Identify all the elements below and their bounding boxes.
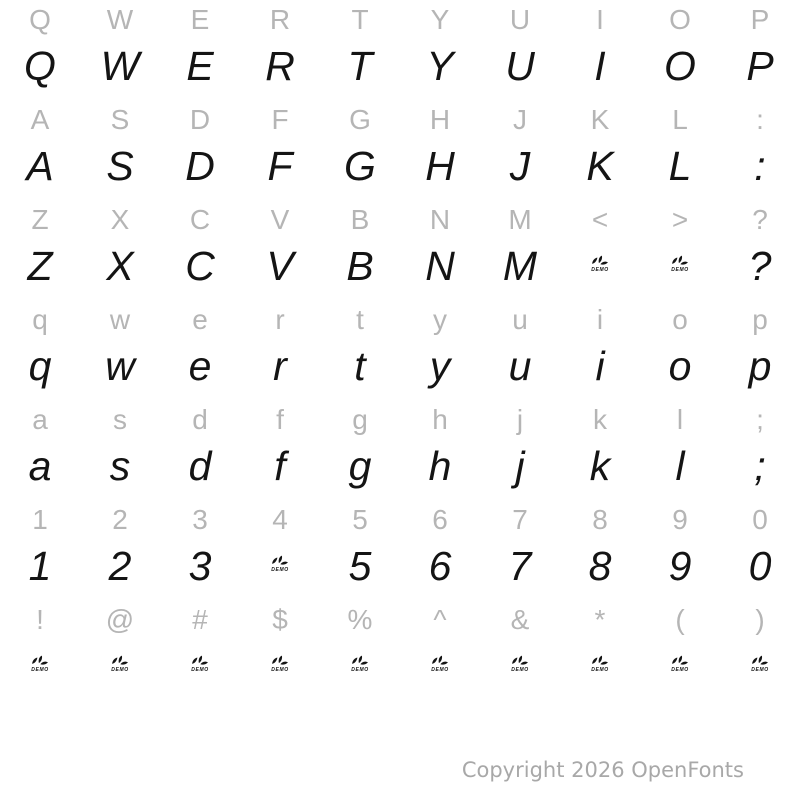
reference-glyph: t [356, 304, 364, 335]
font-glyph: Y [426, 43, 454, 89]
demo-glyph [80, 646, 160, 700]
reference-glyph: Z [31, 204, 49, 235]
demo-glyph [320, 646, 400, 700]
reference-glyph: ? [752, 204, 768, 235]
font-glyph: p [748, 343, 772, 389]
reference-glyph: < [591, 204, 609, 235]
fleuron-icon [751, 655, 769, 666]
reference-glyph: i [596, 304, 604, 335]
reference-glyph: C [189, 204, 211, 235]
font-glyph: u [508, 343, 532, 389]
font-glyph: E [186, 43, 214, 89]
reference-glyph: P [750, 4, 770, 35]
font-glyph: N [425, 243, 455, 289]
reference-glyph: u [512, 304, 528, 335]
demo-label: DEMO [511, 667, 529, 673]
demo-glyph [640, 646, 720, 700]
reference-glyph: s [113, 404, 127, 435]
reference-glyph: G [349, 104, 371, 135]
demo-label: DEMO [671, 267, 689, 273]
reference-glyph: K [590, 104, 610, 135]
fleuron-icon [511, 655, 529, 666]
font-glyph-row [0, 646, 800, 700]
font-glyph: X [106, 243, 134, 289]
demo-label: DEMO [111, 667, 129, 673]
font-glyph: B [346, 243, 374, 289]
font-glyph: j [515, 443, 525, 489]
font-glyph: h [428, 443, 452, 489]
font-glyph: D [185, 143, 215, 189]
font-glyph: d [188, 443, 212, 489]
reference-glyph: M [508, 204, 532, 235]
reference-glyph: 6 [432, 504, 448, 535]
reference-glyph: D [189, 104, 211, 135]
reference-glyph: $ [272, 604, 288, 635]
demo-glyph [400, 646, 480, 700]
reference-row [0, 0, 800, 46]
font-glyph: S [106, 143, 134, 189]
font-glyph: q [28, 343, 52, 389]
font-glyph-row [0, 43, 800, 100]
reference-glyph: 4 [272, 504, 288, 535]
font-glyph: f [274, 443, 286, 489]
reference-row [0, 200, 800, 246]
fleuron-icon [351, 655, 369, 666]
reference-glyph: d [192, 404, 208, 435]
reference-glyph: 5 [352, 504, 368, 535]
font-glyph-row [0, 343, 800, 400]
font-glyph: U [505, 43, 535, 89]
font-glyph: R [265, 43, 295, 89]
copyright-text: Copyright 2026 OpenFonts [461, 758, 744, 782]
font-glyph: g [348, 443, 372, 489]
font-glyph: H [425, 143, 455, 189]
font-glyph: r [273, 343, 287, 389]
demo-label: DEMO [431, 667, 449, 673]
reference-glyph: w [109, 304, 131, 335]
font-glyph: w [105, 343, 135, 389]
font-glyph: : [754, 143, 766, 189]
reference-glyph: f [276, 404, 284, 435]
glyph-row-pair [0, 500, 800, 600]
reference-row [0, 400, 800, 446]
reference-glyph: a [32, 404, 48, 435]
fleuron-icon [271, 555, 289, 566]
reference-glyph: 3 [192, 504, 208, 535]
reference-glyph: g [352, 404, 368, 435]
reference-glyph: R [269, 4, 291, 35]
reference-glyph: A [30, 104, 50, 135]
demo-label: DEMO [591, 667, 609, 673]
font-glyph: o [668, 343, 692, 389]
fleuron-icon [671, 255, 689, 266]
reference-glyph: e [192, 304, 208, 335]
reference-glyph: ; [756, 404, 764, 435]
font-glyph: L [668, 143, 692, 189]
reference-glyph: U [509, 4, 531, 35]
reference-glyph: H [429, 104, 451, 135]
demo-glyph [560, 246, 640, 300]
reference-glyph: > [671, 204, 689, 235]
reference-glyph: # [192, 604, 208, 635]
reference-glyph: 2 [112, 504, 128, 535]
reference-glyph: I [596, 4, 604, 35]
font-glyph: 3 [188, 543, 212, 589]
reference-glyph: q [32, 304, 48, 335]
reference-row [0, 500, 800, 546]
font-glyph: I [594, 43, 606, 89]
font-glyph: i [595, 343, 605, 389]
font-glyph: a [28, 443, 52, 489]
demo-label: DEMO [191, 667, 209, 673]
demo-glyph [240, 546, 320, 600]
page-footer [0, 758, 800, 782]
font-glyph: V [266, 243, 294, 289]
reference-glyph: Q [29, 4, 51, 35]
demo-glyph [0, 646, 80, 700]
reference-glyph: p [752, 304, 768, 335]
font-glyph: Q [24, 43, 56, 89]
font-glyph: 2 [108, 543, 132, 589]
reference-glyph: * [594, 604, 606, 635]
reference-glyph: S [110, 104, 130, 135]
reference-glyph: X [110, 204, 130, 235]
reference-glyph: 0 [752, 504, 768, 535]
font-glyph: l [675, 443, 685, 489]
reference-glyph: W [106, 4, 134, 35]
font-glyph-row [0, 143, 800, 200]
demo-label: DEMO [671, 667, 689, 673]
reference-glyph: 1 [32, 504, 48, 535]
glyph-row-pair [0, 100, 800, 200]
reference-glyph: Y [430, 4, 450, 35]
demo-glyph [560, 646, 640, 700]
demo-label: DEMO [31, 667, 49, 673]
glyph-row-pair [0, 600, 800, 700]
fleuron-icon [591, 655, 609, 666]
font-glyph: T [347, 43, 373, 89]
fleuron-icon [591, 255, 609, 266]
font-glyph: 1 [28, 543, 52, 589]
demo-glyph [160, 646, 240, 700]
reference-glyph: ! [36, 604, 44, 635]
demo-label: DEMO [351, 667, 369, 673]
demo-label: DEMO [591, 267, 609, 273]
reference-glyph: F [271, 104, 289, 135]
font-glyph: M [502, 243, 538, 289]
reference-glyph: B [350, 204, 370, 235]
fleuron-icon [31, 655, 49, 666]
reference-glyph: J [513, 104, 527, 135]
reference-row [0, 600, 800, 646]
font-glyph: A [26, 143, 54, 189]
reference-row [0, 300, 800, 346]
reference-glyph: % [347, 604, 373, 635]
reference-glyph: r [275, 304, 285, 335]
reference-glyph: L [672, 104, 688, 135]
glyph-row-pair [0, 0, 800, 100]
demo-glyph [640, 246, 720, 300]
font-glyph: k [589, 443, 611, 489]
font-glyph: e [188, 343, 212, 389]
font-glyph: O [664, 43, 696, 89]
reference-glyph: o [672, 304, 688, 335]
font-glyph: 9 [668, 543, 692, 589]
fleuron-icon [671, 655, 689, 666]
fleuron-icon [191, 655, 209, 666]
font-glyph-row [0, 543, 800, 600]
reference-row [0, 100, 800, 146]
demo-label: DEMO [271, 567, 289, 573]
reference-glyph: & [510, 604, 530, 635]
reference-glyph: E [190, 4, 210, 35]
font-glyph: 6 [428, 543, 452, 589]
reference-glyph: y [433, 304, 447, 335]
demo-glyph [720, 646, 800, 700]
reference-glyph: h [432, 404, 448, 435]
reference-glyph: O [669, 4, 691, 35]
demo-glyph [240, 646, 320, 700]
reference-glyph: k [593, 404, 607, 435]
glyph-row-pair [0, 300, 800, 400]
reference-glyph: l [676, 404, 684, 435]
font-glyph: J [509, 143, 531, 189]
fleuron-icon [271, 655, 289, 666]
glyph-row-pair [0, 200, 800, 300]
reference-glyph: ( [675, 604, 685, 635]
font-glyph: 0 [748, 543, 772, 589]
font-glyph: s [109, 443, 131, 489]
reference-glyph: V [270, 204, 290, 235]
glyph-row-pair [0, 400, 800, 500]
font-glyph: K [586, 143, 614, 189]
demo-label: DEMO [271, 667, 289, 673]
font-glyph: 8 [588, 543, 612, 589]
font-glyph-row [0, 243, 800, 300]
reference-glyph: N [429, 204, 451, 235]
reference-glyph: 7 [512, 504, 528, 535]
reference-glyph: T [351, 4, 369, 35]
font-glyph: F [267, 143, 293, 189]
fleuron-icon [431, 655, 449, 666]
reference-glyph: ^ [433, 604, 447, 635]
font-glyph: t [354, 343, 366, 389]
font-glyph: C [185, 243, 215, 289]
demo-glyph [480, 646, 560, 700]
font-glyph: 5 [348, 543, 372, 589]
font-glyph: y [429, 343, 451, 389]
reference-glyph: 8 [592, 504, 608, 535]
font-glyph: ? [748, 243, 772, 289]
reference-glyph: j [516, 404, 524, 435]
font-glyph: 7 [508, 543, 532, 589]
font-glyph: Z [27, 243, 53, 289]
reference-glyph: : [756, 104, 764, 135]
font-glyph: W [100, 43, 140, 89]
font-glyph-row [0, 443, 800, 500]
demo-label: DEMO [751, 667, 769, 673]
font-glyph: G [344, 143, 376, 189]
fleuron-icon [111, 655, 129, 666]
reference-glyph: ) [755, 604, 765, 635]
reference-glyph: @ [105, 604, 135, 635]
font-glyph: P [746, 43, 774, 89]
font-glyph: ; [754, 443, 766, 489]
reference-glyph: 9 [672, 504, 688, 535]
